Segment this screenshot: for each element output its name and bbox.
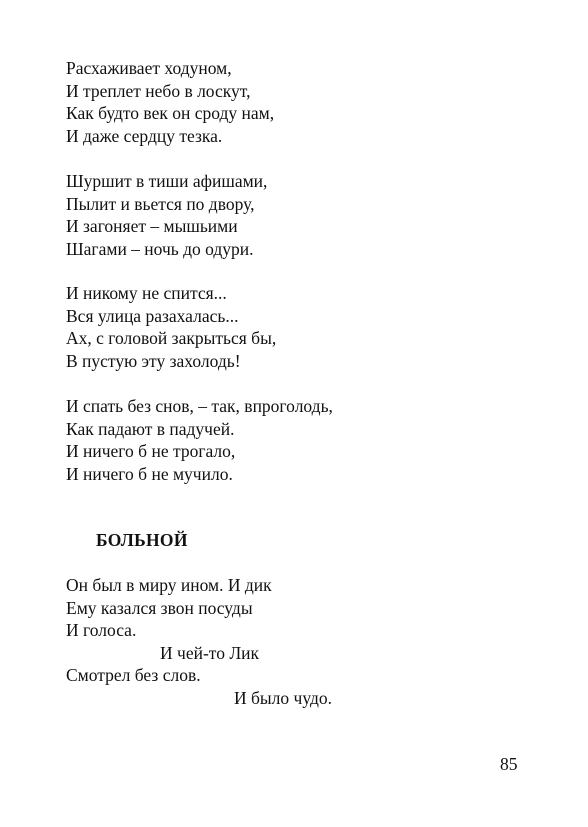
poem-line: В пустую эту захолодь! xyxy=(66,350,241,371)
poem-line: Шуршит в тиши афишами, xyxy=(66,171,268,191)
poem-line: И ничего б не мучило. xyxy=(66,463,233,484)
stanza-4 xyxy=(66,395,333,485)
poem-line: Как падают в падучей. xyxy=(66,418,235,439)
poem-title: БОЛЬНОЙ xyxy=(96,530,188,550)
poem-line: Пылит и вьется по двору, xyxy=(66,193,255,214)
poem-line: Как будто век он сроду нам, xyxy=(66,103,275,123)
poem-line: И загоняет – мышьими xyxy=(66,216,238,236)
stanza-3 xyxy=(66,282,276,372)
page-number: 85 xyxy=(500,754,518,774)
poem-line: И спать без снов, – так, впроголодь, xyxy=(66,396,333,416)
poem-line: Ах, с головой закрыться бы, xyxy=(66,328,277,348)
poem-line: И было чудо. xyxy=(234,687,333,708)
poem-line: И чей-то Лик xyxy=(160,642,260,663)
poem-line: Смотрел без слов. xyxy=(66,665,201,685)
poem-line: И треплет небо в лоскут, xyxy=(66,80,251,101)
poem-line: Ему казался звон посуды xyxy=(66,597,253,618)
poem-line: Расхаживает ходуном, xyxy=(66,58,232,78)
poem-line: Он был в миру ином. И дик xyxy=(66,575,272,595)
poem-line: И даже сердцу тезка. xyxy=(66,125,223,146)
stanza-5 xyxy=(66,574,332,709)
poem-line: И никому не спится... xyxy=(66,283,227,303)
poem-line: И ничего б не трогало, xyxy=(66,441,236,461)
stanza-1 xyxy=(66,57,274,147)
poem-line: И голоса. xyxy=(66,620,137,640)
stanza-2 xyxy=(66,170,267,260)
poem-line: Вся улица разахалась... xyxy=(66,305,239,326)
poem-line: Шагами – ночь до одури. xyxy=(66,238,254,259)
